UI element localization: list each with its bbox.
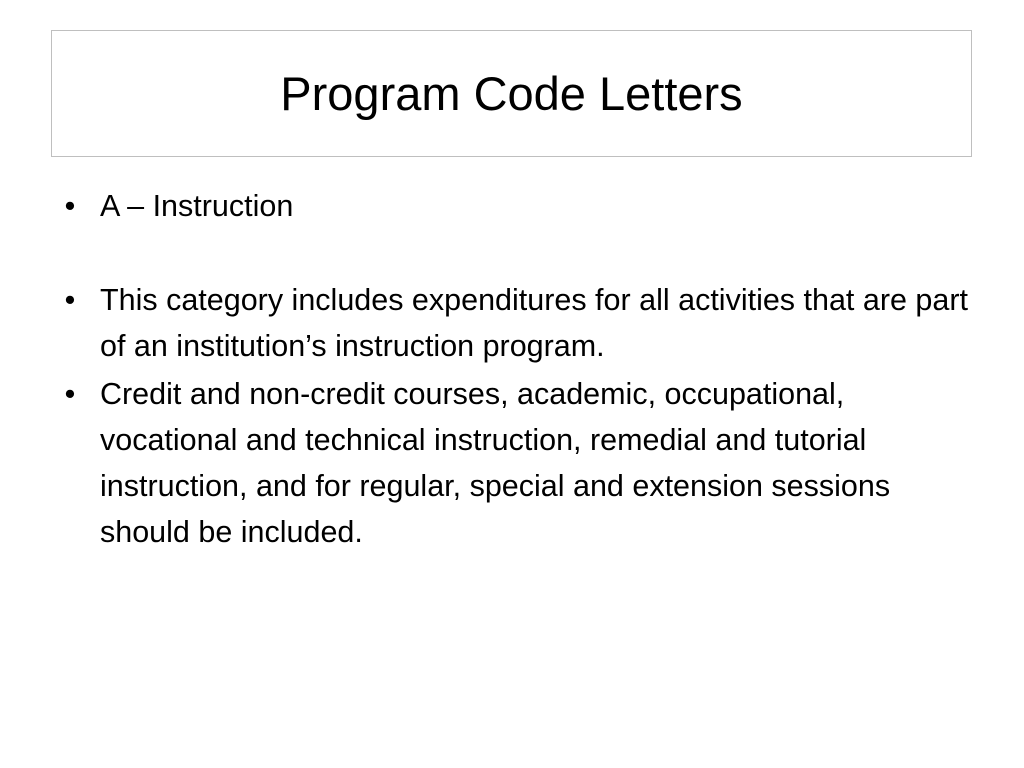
bullet-item (56, 183, 968, 229)
bullet-dot-icon: • (64, 377, 76, 411)
title-placeholder (51, 30, 972, 157)
bullet-item (56, 371, 968, 555)
bullet-text: A – Instruction (100, 189, 294, 223)
bullet-list (56, 183, 968, 555)
bullet-text: Credit and non-credit courses, academic, occupational, vocational and technical instruction, remedial and tutorial instruction, and for regular, special and extension sessions should be included. (100, 377, 891, 549)
bullet-dot-icon: • (64, 283, 76, 317)
bullet-text: This category includes expenditures for all activities that are part of an institution’s instruction program. (100, 283, 968, 363)
bullet-item (56, 277, 968, 369)
bullet-dot-icon: • (64, 189, 76, 223)
slide-title: Program Code Letters (280, 67, 743, 120)
